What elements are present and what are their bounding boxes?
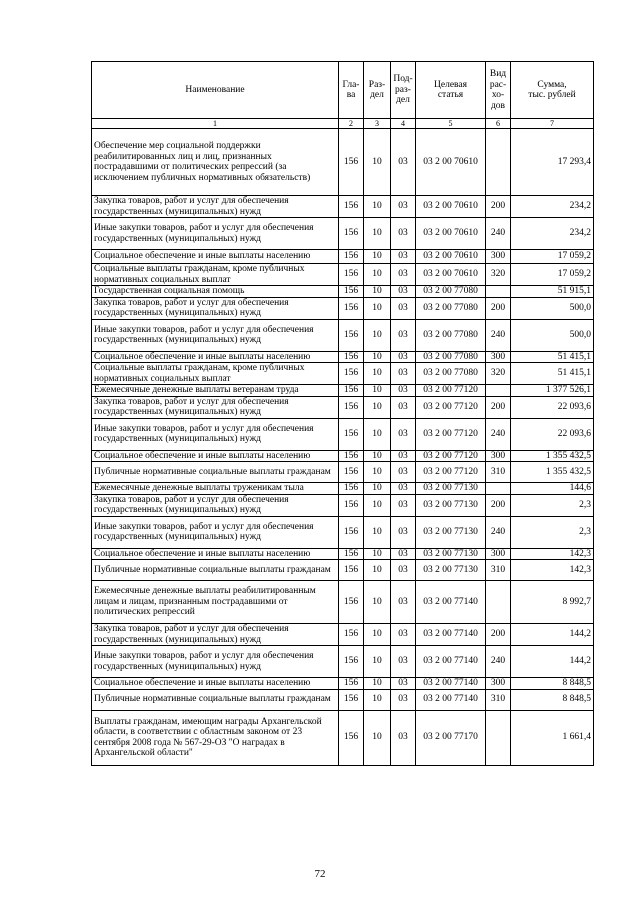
- table-row: [92, 710, 594, 765]
- row-amount: 2,3: [511, 494, 594, 516]
- row-name: Социальное обеспечение и иные выплаты населению: [92, 548, 339, 560]
- table-row: [92, 264, 594, 286]
- row-amount: 234,2: [511, 218, 594, 250]
- row-expense-type: 240: [486, 646, 511, 678]
- row-subsection: 03: [391, 624, 416, 646]
- row-subsection: 03: [391, 646, 416, 678]
- row-name: Иные закупки товаров, работ и услуг для обеспечения государственных (муниципальных) нужд: [92, 516, 339, 548]
- row-expense-type: 200: [486, 196, 511, 218]
- row-section: 10: [364, 560, 391, 581]
- row-amount: 1 355 432,5: [511, 450, 594, 462]
- row-expense-type: 310: [486, 560, 511, 581]
- column-number: 7: [511, 119, 594, 129]
- row-chapter: 156: [339, 319, 364, 351]
- table-row: [92, 196, 594, 218]
- row-chapter: 156: [339, 494, 364, 516]
- row-name: Закупка товаров, работ и услуг для обеспечения государственных (муниципальных) нужд: [92, 196, 339, 218]
- row-expense-type: 300: [486, 548, 511, 560]
- row-expense-type: 240: [486, 218, 511, 250]
- row-chapter: 156: [339, 581, 364, 624]
- table-row: [92, 319, 594, 351]
- row-subsection: 03: [391, 385, 416, 397]
- row-section: 10: [364, 396, 391, 418]
- row-section: 10: [364, 450, 391, 462]
- row-name: Закупка товаров, работ и услуг для обеспечения государственных (муниципальных) нужд: [92, 624, 339, 646]
- row-chapter: 156: [339, 646, 364, 678]
- row-section: 10: [364, 319, 391, 351]
- row-chapter: 156: [339, 483, 364, 495]
- row-amount: 22 093,6: [511, 418, 594, 450]
- header-expense-type: Вид рас- хо- дов: [486, 62, 511, 119]
- row-target-article: 03 2 00 77130: [416, 548, 486, 560]
- row-amount: 51 915,1: [511, 286, 594, 298]
- table-row: [92, 418, 594, 450]
- table-row: [92, 678, 594, 690]
- row-section: 10: [364, 581, 391, 624]
- row-subsection: 03: [391, 462, 416, 483]
- row-target-article: 03 2 00 77120: [416, 385, 486, 397]
- row-chapter: 156: [339, 363, 364, 385]
- row-target-article: 03 2 00 77130: [416, 483, 486, 495]
- row-section: 10: [364, 689, 391, 710]
- row-target-article: 03 2 00 70610: [416, 196, 486, 218]
- row-expense-type: 200: [486, 297, 511, 319]
- table-row: [92, 218, 594, 250]
- row-section: 10: [364, 516, 391, 548]
- row-amount: 17 293,4: [511, 129, 594, 196]
- row-section: 10: [364, 494, 391, 516]
- row-subsection: 03: [391, 689, 416, 710]
- row-name: Социальное обеспечение и иные выплаты населению: [92, 450, 339, 462]
- row-name: Иные закупки товаров, работ и услуг для обеспечения государственных (муниципальных) нужд: [92, 319, 339, 351]
- page-number: 72: [314, 868, 326, 880]
- row-amount: 500,0: [511, 319, 594, 351]
- row-target-article: 03 2 00 77140: [416, 624, 486, 646]
- row-section: 10: [364, 678, 391, 690]
- row-chapter: 156: [339, 218, 364, 250]
- row-subsection: 03: [391, 516, 416, 548]
- row-section: 10: [364, 646, 391, 678]
- row-target-article: 03 2 00 77080: [416, 297, 486, 319]
- row-amount: 8 992,7: [511, 581, 594, 624]
- row-target-article: 03 2 00 77130: [416, 494, 486, 516]
- row-target-article: 03 2 00 77080: [416, 363, 486, 385]
- row-subsection: 03: [391, 548, 416, 560]
- row-target-article: 03 2 00 77080: [416, 319, 486, 351]
- table-row: [92, 560, 594, 581]
- row-section: 10: [364, 363, 391, 385]
- row-subsection: 03: [391, 218, 416, 250]
- row-chapter: 156: [339, 385, 364, 397]
- row-subsection: 03: [391, 250, 416, 264]
- row-chapter: 156: [339, 710, 364, 765]
- row-target-article: 03 2 00 77120: [416, 450, 486, 462]
- row-amount: 144,6: [511, 483, 594, 495]
- column-number: 6: [486, 119, 511, 129]
- row-target-article: 03 2 00 77120: [416, 418, 486, 450]
- row-target-article: 03 2 00 70610: [416, 218, 486, 250]
- row-expense-type: 300: [486, 351, 511, 363]
- row-target-article: 03 2 00 77140: [416, 678, 486, 690]
- row-section: 10: [364, 462, 391, 483]
- row-name: Обеспечение мер социальной поддержки реабилитированных лиц и лиц, признанных пострадавшими от политических репрессий (за исключением публичных нормативных обязательств): [92, 129, 339, 196]
- table-row: [92, 494, 594, 516]
- row-amount: 142,3: [511, 560, 594, 581]
- row-name: Публичные нормативные социальные выплаты гражданам: [92, 462, 339, 483]
- row-section: 10: [364, 286, 391, 298]
- row-subsection: 03: [391, 319, 416, 351]
- row-expense-type: 310: [486, 689, 511, 710]
- table-row: [92, 646, 594, 678]
- row-section: 10: [364, 624, 391, 646]
- row-name: Ежемесячные денежные выплаты реабилитированным лицам и лицам, признанным пострадавшими от политических репрессий: [92, 581, 339, 624]
- column-number: 5: [416, 119, 486, 129]
- header-row: [92, 62, 594, 119]
- table-row: [92, 250, 594, 264]
- row-name: Закупка товаров, работ и услуг для обеспечения государственных (муниципальных) нужд: [92, 297, 339, 319]
- row-amount: 8 848,5: [511, 689, 594, 710]
- row-expense-type: 300: [486, 678, 511, 690]
- row-section: 10: [364, 548, 391, 560]
- column-number: 1: [92, 119, 339, 129]
- row-section: 10: [364, 129, 391, 196]
- row-subsection: 03: [391, 483, 416, 495]
- row-expense-type: [486, 286, 511, 298]
- row-section: 10: [364, 196, 391, 218]
- table-row: [92, 581, 594, 624]
- row-chapter: 156: [339, 516, 364, 548]
- row-target-article: 03 2 00 70610: [416, 250, 486, 264]
- row-expense-type: 300: [486, 450, 511, 462]
- row-chapter: 156: [339, 250, 364, 264]
- row-name: Закупка товаров, работ и услуг для обеспечения государственных (муниципальных) нужд: [92, 396, 339, 418]
- row-name: Публичные нормативные социальные выплаты гражданам: [92, 560, 339, 581]
- row-target-article: 03 2 00 70610: [416, 129, 486, 196]
- row-name: Социальное обеспечение и иные выплаты населению: [92, 678, 339, 690]
- table-row: [92, 363, 594, 385]
- row-amount: 2,3: [511, 516, 594, 548]
- row-expense-type: 200: [486, 624, 511, 646]
- row-amount: 22 093,6: [511, 396, 594, 418]
- row-subsection: 03: [391, 129, 416, 196]
- row-expense-type: 320: [486, 363, 511, 385]
- row-chapter: 156: [339, 450, 364, 462]
- row-name: Закупка товаров, работ и услуг для обеспечения государственных (муниципальных) нужд: [92, 494, 339, 516]
- row-target-article: 03 2 00 77140: [416, 646, 486, 678]
- row-name: Социальные выплаты гражданам, кроме публичных нормативных социальных выплат: [92, 363, 339, 385]
- row-chapter: 156: [339, 462, 364, 483]
- column-number: 3: [364, 119, 391, 129]
- table-row: [92, 624, 594, 646]
- row-chapter: 156: [339, 689, 364, 710]
- row-name: Выплаты гражданам, имеющим награды Архангельской области, в соответствии с областным законом от 23 сентября 2008 года № 567-29-ОЗ "О наградах в Архангельской области": [92, 710, 339, 765]
- table-row: [92, 516, 594, 548]
- row-section: 10: [364, 351, 391, 363]
- header-chapter: Гла- ва: [339, 62, 364, 119]
- column-number-row: [92, 119, 594, 129]
- row-subsection: 03: [391, 450, 416, 462]
- row-section: 10: [364, 483, 391, 495]
- row-expense-type: [486, 483, 511, 495]
- row-section: 10: [364, 710, 391, 765]
- row-expense-type: 240: [486, 418, 511, 450]
- row-subsection: 03: [391, 560, 416, 581]
- row-chapter: 156: [339, 351, 364, 363]
- row-amount: 17 059,2: [511, 264, 594, 286]
- table-row: [92, 286, 594, 298]
- row-section: 10: [364, 418, 391, 450]
- row-section: 10: [364, 218, 391, 250]
- row-chapter: 156: [339, 678, 364, 690]
- row-amount: 17 059,2: [511, 250, 594, 264]
- header-section: Раз- дел: [364, 62, 391, 119]
- row-target-article: 03 2 00 77080: [416, 286, 486, 298]
- row-name: Ежемесячные денежные выплаты труженикам тыла: [92, 483, 339, 495]
- row-subsection: 03: [391, 710, 416, 765]
- row-name: Социальное обеспечение и иные выплаты населению: [92, 250, 339, 264]
- row-target-article: 03 2 00 70610: [416, 264, 486, 286]
- row-subsection: 03: [391, 396, 416, 418]
- row-chapter: 156: [339, 560, 364, 581]
- table-body: [92, 129, 594, 766]
- column-number: 2: [339, 119, 364, 129]
- row-expense-type: 200: [486, 396, 511, 418]
- row-target-article: 03 2 00 77140: [416, 581, 486, 624]
- row-amount: 8 848,5: [511, 678, 594, 690]
- row-amount: 1 661,4: [511, 710, 594, 765]
- row-subsection: 03: [391, 297, 416, 319]
- row-target-article: 03 2 00 77130: [416, 516, 486, 548]
- row-expense-type: 240: [486, 319, 511, 351]
- row-amount: 142,3: [511, 548, 594, 560]
- table-row: [92, 385, 594, 397]
- row-expense-type: 240: [486, 516, 511, 548]
- row-name: Ежемесячные денежные выплаты ветеранам труда: [92, 385, 339, 397]
- header-subsection: Под- раз- дел: [391, 62, 416, 119]
- header-target: Целевая статья: [416, 62, 486, 119]
- row-name: Государственная социальная помощь: [92, 286, 339, 298]
- row-subsection: 03: [391, 351, 416, 363]
- row-chapter: 156: [339, 418, 364, 450]
- row-expense-type: 300: [486, 250, 511, 264]
- row-subsection: 03: [391, 264, 416, 286]
- row-expense-type: [486, 710, 511, 765]
- table-row: [92, 548, 594, 560]
- row-subsection: 03: [391, 418, 416, 450]
- row-subsection: 03: [391, 581, 416, 624]
- row-chapter: 156: [339, 548, 364, 560]
- row-chapter: 156: [339, 396, 364, 418]
- table-row: [92, 396, 594, 418]
- row-amount: 51 415,1: [511, 363, 594, 385]
- row-section: 10: [364, 264, 391, 286]
- row-expense-type: [486, 385, 511, 397]
- row-amount: 144,2: [511, 646, 594, 678]
- row-expense-type: 200: [486, 494, 511, 516]
- row-amount: 144,2: [511, 624, 594, 646]
- row-chapter: 156: [339, 297, 364, 319]
- row-name: Иные закупки товаров, работ и услуг для обеспечения государственных (муниципальных) нужд: [92, 218, 339, 250]
- row-section: 10: [364, 297, 391, 319]
- row-target-article: 03 2 00 77140: [416, 689, 486, 710]
- row-expense-type: [486, 581, 511, 624]
- row-subsection: 03: [391, 286, 416, 298]
- row-expense-type: 310: [486, 462, 511, 483]
- row-amount: 1 377 526,1: [511, 385, 594, 397]
- row-chapter: 156: [339, 624, 364, 646]
- budget-table: [91, 61, 594, 766]
- row-subsection: 03: [391, 196, 416, 218]
- row-target-article: 03 2 00 77130: [416, 560, 486, 581]
- row-target-article: 03 2 00 77120: [416, 396, 486, 418]
- row-chapter: 156: [339, 196, 364, 218]
- row-section: 10: [364, 250, 391, 264]
- row-section: 10: [364, 385, 391, 397]
- row-name: Иные закупки товаров, работ и услуг для обеспечения государственных (муниципальных) нужд: [92, 418, 339, 450]
- row-chapter: 156: [339, 286, 364, 298]
- header-amount: Сумма, тыс. рублей: [511, 62, 594, 119]
- row-amount: 500,0: [511, 297, 594, 319]
- table-row: [92, 297, 594, 319]
- column-number: 4: [391, 119, 416, 129]
- row-target-article: 03 2 00 77120: [416, 462, 486, 483]
- table-row: [92, 450, 594, 462]
- row-name: Социальные выплаты гражданам, кроме публичных нормативных социальных выплат: [92, 264, 339, 286]
- row-amount: 51 415,1: [511, 351, 594, 363]
- row-name: Социальное обеспечение и иные выплаты населению: [92, 351, 339, 363]
- row-name: Публичные нормативные социальные выплаты гражданам: [92, 689, 339, 710]
- row-name: Иные закупки товаров, работ и услуг для обеспечения государственных (муниципальных) нужд: [92, 646, 339, 678]
- row-amount: 234,2: [511, 196, 594, 218]
- row-chapter: 156: [339, 129, 364, 196]
- table-row: [92, 129, 594, 196]
- table-row: [92, 483, 594, 495]
- row-amount: 1 355 432,5: [511, 462, 594, 483]
- table-row: [92, 462, 594, 483]
- row-chapter: 156: [339, 264, 364, 286]
- row-subsection: 03: [391, 494, 416, 516]
- header-name: Наименование: [92, 62, 339, 119]
- row-subsection: 03: [391, 678, 416, 690]
- row-expense-type: [486, 129, 511, 196]
- row-target-article: 03 2 00 77080: [416, 351, 486, 363]
- table-row: [92, 689, 594, 710]
- row-subsection: 03: [391, 363, 416, 385]
- row-target-article: 03 2 00 77170: [416, 710, 486, 765]
- row-expense-type: 320: [486, 264, 511, 286]
- table-row: [92, 351, 594, 363]
